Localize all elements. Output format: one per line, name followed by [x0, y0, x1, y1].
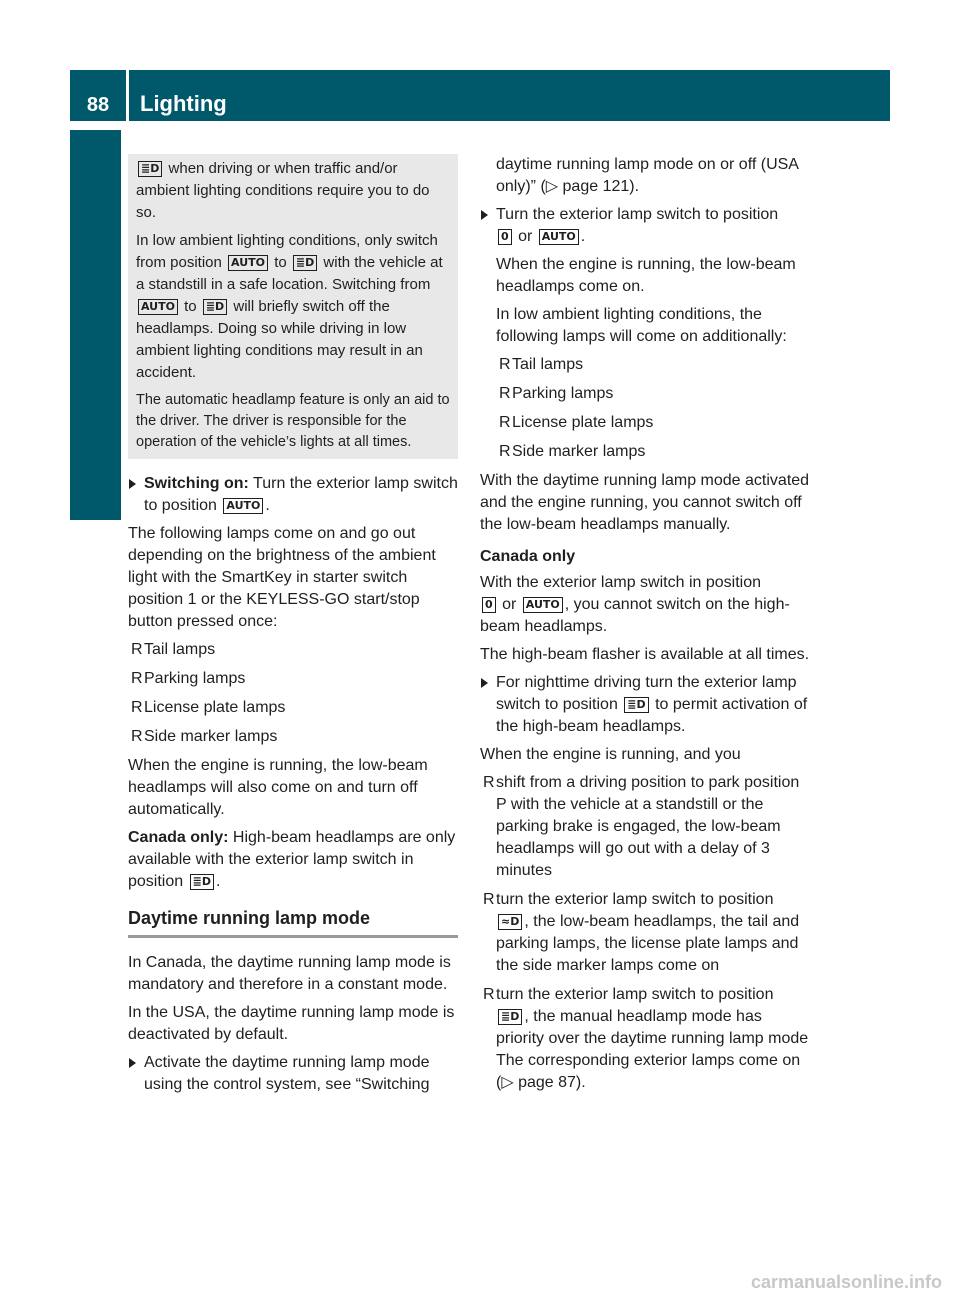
flasher-text: The high-beam flasher is available at all times.	[480, 646, 810, 663]
watermark: carmanualsonline.info	[750, 1272, 942, 1292]
turn-switch-step: Turn the exterior lamp switch to position 0 or AUTO .	[480, 204, 813, 248]
auto-icon: AUTO	[523, 597, 563, 613]
auto-icon: AUTO	[228, 255, 268, 271]
canada-mode-text: In Canada, the daytime running lamp mode is mandatory and therefore in a constant mode.	[128, 954, 451, 993]
side-label: Controls in detail	[81, 335, 106, 515]
canada-only-text: Canada only: High-beam headlamps are only available with the exterior lamp switch in position ≣D .	[128, 829, 456, 890]
list-item: R Parking lamps	[131, 670, 246, 687]
continuation-text: daytime running lamp mode on or off (USA only)” (▷ page 121).	[496, 156, 799, 195]
low-beam-icon: ≣D	[190, 874, 214, 890]
nighttime-step: For nighttime driving turn the exterior lamp switch to position ≣D to permit activation of the high-beam headlamps.	[480, 672, 813, 738]
engine-running-text: When the engine is running, the low-beam headlamps will also come on and turn off automatically.	[128, 757, 428, 818]
list-item: R turn the exterior lamp switch to position ≈D , the low-beam headlamps, the tail and parking lamps, the license plate lamps and the side marker lamps come on	[483, 891, 800, 974]
switching-on-step: Switching on: Turn the exterior lamp switch to position AUTO .	[128, 473, 458, 517]
list-item: R License plate lamps	[499, 414, 654, 431]
auto-icon: AUTO	[223, 498, 263, 514]
low-beam-icon: ≣D	[498, 1009, 522, 1025]
list-item: R Side marker lamps	[499, 443, 646, 460]
list-item: R Tail lamps	[499, 356, 584, 373]
additional-lamps-text: In low ambient lighting conditions, the following lamps will come on additionally:	[496, 306, 787, 345]
list-item: R shift from a driving position to park position P with the vehicle at a standstill or the parking brake is engaged, the low-beam headlamps will go out with a delay of 3 minutes	[483, 774, 800, 879]
list-item: R Parking lamps	[499, 385, 614, 402]
warning-paragraph-1: ≣D when driving or when traffic and/or ambient lighting conditions require you to do so.	[136, 160, 430, 221]
page-number: 88	[86, 94, 110, 116]
warning-paragraph-3: The automatic headlamp feature is only an aid to the driver. The driver is responsible for the operation of the vehicle’s lights at all times.	[136, 392, 450, 450]
parking-lamp-icon: ≈D	[498, 914, 522, 930]
when-running-text: When the engine is running, and you	[480, 746, 741, 763]
canada-only-heading: Canada only	[480, 548, 576, 565]
list-item: R Tail lamps	[131, 641, 216, 658]
section-title: Lighting	[140, 91, 227, 116]
list-item: R Side marker lamps	[131, 728, 278, 745]
right-column	[480, 154, 813, 1101]
activate-step: Activate the daytime running lamp mode using the control system, see “Switching	[128, 1052, 458, 1096]
low-beam-icon: ≣D	[203, 299, 227, 315]
canada-switch-text: With the exterior lamp switch in position 0 or AUTO , you cannot switch on the high-beam headlamps.	[480, 574, 790, 635]
daytime-heading: Daytime running lamp mode	[128, 907, 458, 938]
low-beam-icon: ≣D	[293, 255, 317, 271]
zero-icon: 0	[482, 597, 496, 613]
left-column	[128, 154, 458, 1102]
daytime-activated-text: With the daytime running lamp mode activated and the engine running, you cannot switch off the low-beam headlamps manually.	[480, 472, 810, 533]
list-item: R License plate lamps	[131, 699, 286, 716]
low-beam-icon: ≣D	[624, 697, 648, 713]
auto-icon: AUTO	[539, 229, 579, 245]
warning-paragraph-2: In low ambient lighting conditions, only switch from position AUTO to ≣D with the vehicle at a standstill in a safe location. Switching from AUTO to ≣D will briefly switch off the headlamps. Doing so while driving in low ambient lighting conditions may result in an accident.	[136, 232, 443, 381]
list-item: R turn the exterior lamp switch to position ≣D , the manual headlamp mode has priority over the daytime running lamp mode The corresponding exterior lamps come on (▷ page 87).	[483, 986, 809, 1091]
usa-mode-text: In the USA, the daytime running lamp mode is deactivated by default.	[128, 1004, 455, 1043]
auto-icon: AUTO	[138, 299, 178, 315]
low-beam-on-text: When the engine is running, the low-beam headlamps come on.	[496, 256, 796, 295]
following-lamps-text: The following lamps come on and go out depending on the brightness of the ambient light with the SmartKey in starter switch position 1 or the KEYLESS-GO start/stop button pressed once:	[128, 525, 436, 630]
header-divider	[126, 70, 129, 121]
zero-icon: 0	[498, 229, 512, 245]
low-beam-icon: ≣D	[138, 161, 162, 177]
warning-box	[128, 154, 458, 459]
